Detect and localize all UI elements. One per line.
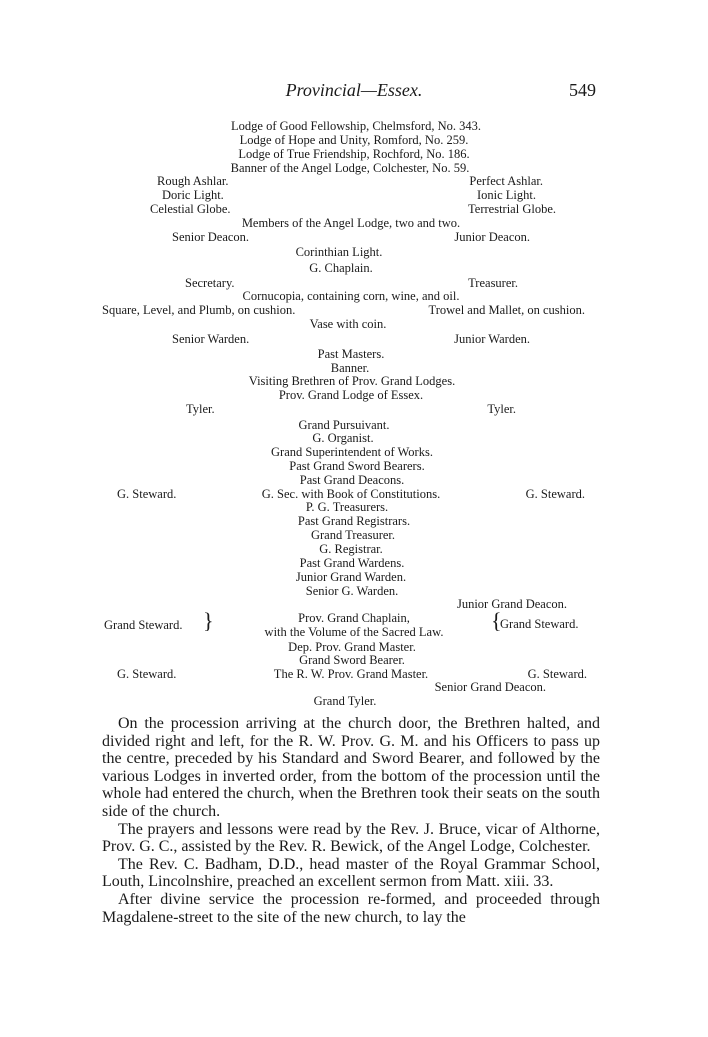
procession-line: Past Grand Registrars. xyxy=(297,514,411,528)
procession-line: Grand Tyler. xyxy=(313,694,377,708)
procession-line: P. G. Treasurers. xyxy=(305,500,389,514)
procession-line: Perfect Ashlar. xyxy=(469,174,543,188)
running-head: Provincial—Essex. xyxy=(285,80,423,100)
page-number: 549 xyxy=(569,80,596,100)
procession-line: Lodge of Hope and Unity, Romford, No. 259. xyxy=(239,133,469,147)
procession-line: G. Steward. xyxy=(525,487,585,501)
procession-line: Past Grand Deacons. xyxy=(299,473,405,487)
paragraph: The Rev. C. Badham, D.D., head master of the Royal Grammar School, Louth, Lincolnshire, preached an excellent sermon from Matt. xiii. 33. xyxy=(102,855,600,891)
procession-line: with the Volume of the Sacred Law. xyxy=(264,625,444,639)
procession-line: Senior Grand Deacon. xyxy=(434,680,546,694)
procession-line: Doric Light. xyxy=(162,188,224,202)
procession-line: Junior Grand Warden. xyxy=(295,570,407,584)
procession-line: Grand Sword Bearer. xyxy=(299,653,405,667)
procession-line: Celestial Globe. xyxy=(150,202,231,216)
procession-line: Terrestrial Globe. xyxy=(468,202,556,216)
procession-line: G. Chaplain. xyxy=(309,261,373,275)
procession-line: G. Organist. xyxy=(312,431,374,445)
procession-line: Senior Deacon. xyxy=(172,230,250,244)
procession-line: Trowel and Mallet, on cushion. xyxy=(428,303,585,317)
procession-line: Tyler. xyxy=(487,402,516,416)
procession-line: Secretary. xyxy=(185,276,235,290)
body-text xyxy=(102,715,600,926)
procession-line: Visiting Brethren of Prov. Grand Lodges. xyxy=(248,374,456,388)
procession-line: Tyler. xyxy=(186,402,215,416)
procession-line: Prov. Grand Lodge of Essex. xyxy=(278,388,424,402)
procession-line: Rough Ashlar. xyxy=(157,174,229,188)
procession-line: Past Grand Wardens. xyxy=(299,556,405,570)
procession-line: Banner. xyxy=(330,361,370,375)
paragraph: After divine service the procession re-formed, and proceeded through Magdalene-street to the site of the new church, to lay the xyxy=(102,890,600,926)
procession-line: Grand Superintendent of Works. xyxy=(271,445,433,459)
procession-line: Grand Treasurer. xyxy=(310,528,396,542)
procession-line: Prov. Grand Chaplain, xyxy=(298,611,410,625)
procession-line: Grand Steward. xyxy=(104,618,183,632)
procession-line: Vase with coin. xyxy=(309,317,387,331)
procession-line: Past Masters. xyxy=(317,347,385,361)
procession-line: Lodge of Good Fellowship, Chelmsford, No. 343. xyxy=(231,119,481,133)
paragraph: The prayers and lessons were read by the Rev. J. Bruce, vicar of Althorne, Prov. G. C., assisted by the Rev. R. Bewick, of the Angel Lodge, Colchester. xyxy=(102,820,600,856)
paragraph: On the procession arriving at the church door, the Brethren halted, and divided right and left, for the R. W. Prov. G. M. and his Officers to pass up the centre, preceded by his Standard and Sword Bearer, and followed by the various Lodges in inverted order, from the bottom of the procession until the whole had entered the church, when the Brethren took their seats on the south side of the church. xyxy=(102,715,600,820)
left-brace-glyph: } xyxy=(203,608,214,633)
procession-line: Junior Grand Deacon. xyxy=(456,597,567,611)
procession-line: Banner of the Angel Lodge, Colchester, No. 59. xyxy=(230,161,470,175)
procession-line: G. Steward. xyxy=(117,667,177,681)
procession-line: Grand Pursuivant. xyxy=(298,418,390,432)
procession-line: Past Grand Sword Bearers. xyxy=(289,459,425,473)
procession-line: Senior Warden. xyxy=(172,332,250,346)
procession-line: Corinthian Light. xyxy=(295,245,383,259)
procession-line: Treasurer. xyxy=(468,276,518,290)
procession-line: G. Registrar. xyxy=(319,542,383,556)
procession-line: Grand Steward. xyxy=(500,617,579,631)
procession-line: Senior G. Warden. xyxy=(305,584,399,598)
procession-line: G. Steward. xyxy=(117,487,177,501)
procession-line: Dep. Prov. Grand Master. xyxy=(288,640,416,654)
procession-line: Square, Level, and Plumb, on cushion. xyxy=(102,303,296,317)
procession-line: G. Sec. with Book of Constitutions. xyxy=(261,487,441,501)
procession-line: Junior Warden. xyxy=(454,332,530,346)
procession-line: Junior Deacon. xyxy=(454,230,530,244)
procession-line: Lodge of True Friendship, Rochford, No. 186. xyxy=(238,147,470,161)
procession-line: Ionic Light. xyxy=(476,188,536,202)
procession-line: The R. W. Prov. Grand Master. xyxy=(273,667,429,681)
procession-line: G. Steward. xyxy=(527,667,587,681)
procession-line: Cornucopia, containing corn, wine, and oil. xyxy=(242,289,460,303)
procession-line: Members of the Angel Lodge, two and two. xyxy=(241,216,461,230)
right-brace-glyph: { xyxy=(491,608,502,633)
